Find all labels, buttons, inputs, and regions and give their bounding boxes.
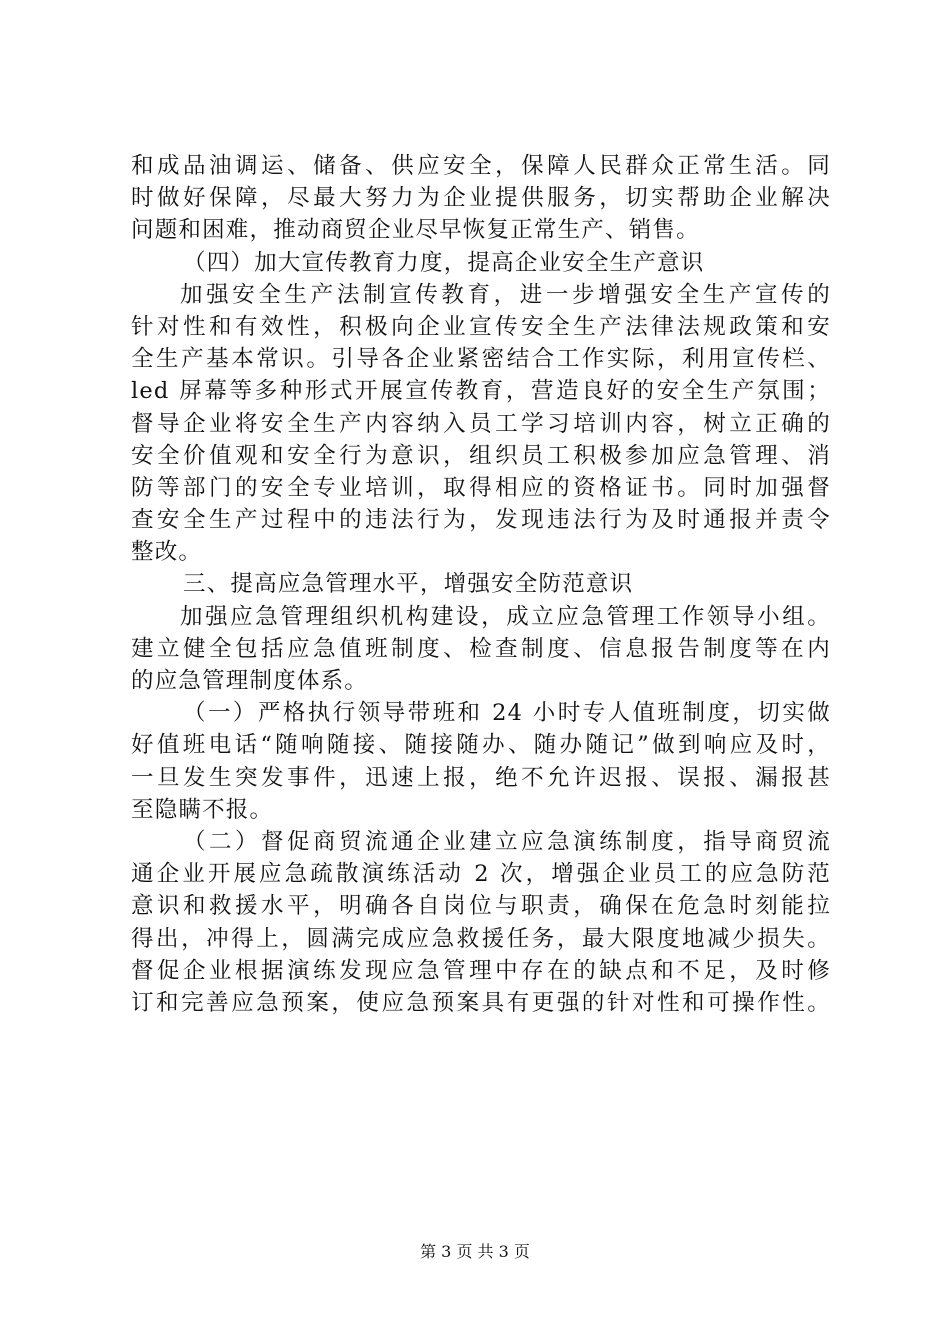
paragraph-line: 督导企业将安全生产内容纳入员工学习培训内容，树立正确的 — [131, 410, 831, 437]
paragraph-line: 订和完善应急预案，使应急预案具有更强的针对性和可操作性。 — [131, 989, 831, 1016]
paragraph-line: 建立健全包括应急值班制度、检查制度、信息报告制度等在内 — [131, 635, 831, 662]
paragraph-line: led 屏幕等多种形式开展宣传教育，营造良好的安全生产氛围； — [131, 378, 831, 405]
paragraph-line: 的应急管理制度体系。 — [131, 668, 369, 694]
paragraph-line: 针对性和有效性，积极向企业宣传安全生产法律法规政策和安 — [131, 313, 831, 340]
paragraph-line: 好值班电话“随响随接、随接随办、随办随记”做到响应及时， — [131, 732, 831, 759]
paragraph-line: （二）督促商贸流通企业建立应急演练制度，指导商贸流 — [183, 828, 831, 855]
paragraph-line: 加强应急管理组织机构建设，成立应急管理工作领导小组。 — [180, 603, 831, 630]
paragraph-line: 全生产基本常识。引导各企业紧密结合工作实际，利用宣传栏、 — [131, 346, 831, 373]
paragraph-line: 查安全生产过程中的违法行为，发现违法行为及时通报并责令 — [131, 507, 831, 534]
paragraph-line: 加强安全生产法制宣传教育，进一步增强安全生产宣传的 — [180, 281, 831, 308]
paragraph-line: 意识和救援水平，明确各自岗位与职责，确保在危急时刻能拉 — [131, 893, 831, 920]
paragraph-line: 督促企业根据演练发现应急管理中存在的缺点和不足，及时修 — [131, 957, 831, 984]
paragraph-line: 得出，冲得上，圆满完成应急救援任务，最大限度地减少损失。 — [131, 925, 831, 952]
paragraph-line: 一旦发生突发事件，迅速上报，绝不允许迟报、误报、漏报甚 — [131, 764, 831, 791]
paragraph-line: 问题和困难，推动商贸企业尽早恢复正常生产、销售。 — [131, 217, 700, 244]
paragraph-line: 至隐瞒不报。 — [131, 796, 274, 823]
paragraph-line: 和成品油调运、储备、供应安全，保障人民群众正常生活。同 — [131, 153, 831, 179]
paragraph-line: 防等部门的安全专业培训，取得相应的资格证书。同时加强督 — [131, 474, 831, 501]
paragraph-line: 通企业开展应急疏散演练活动 2 次，增强企业员工的应急防范 — [131, 861, 831, 888]
section-heading-3: 三、提高应急管理水平，增强安全防范意识 — [183, 571, 634, 598]
paragraph-line: 整改。 — [131, 539, 203, 566]
paragraph-line: 安全价值观和安全行为意识，组织员工积极参加应急管理、消 — [131, 442, 831, 469]
paragraph-line: 时做好保障，尽最大努力为企业提供服务，切实帮助企业解决 — [131, 185, 831, 212]
document-body — [131, 150, 831, 1019]
section-heading-4: （四）加大宣传教育力度，提高企业安全生产意识 — [183, 249, 705, 276]
page-number-footer: 第 3 页 共 3 页 — [420, 1242, 530, 1261]
paragraph-line: （一）严格执行领导带班和 24 小时专人值班制度，切实做 — [183, 700, 831, 727]
